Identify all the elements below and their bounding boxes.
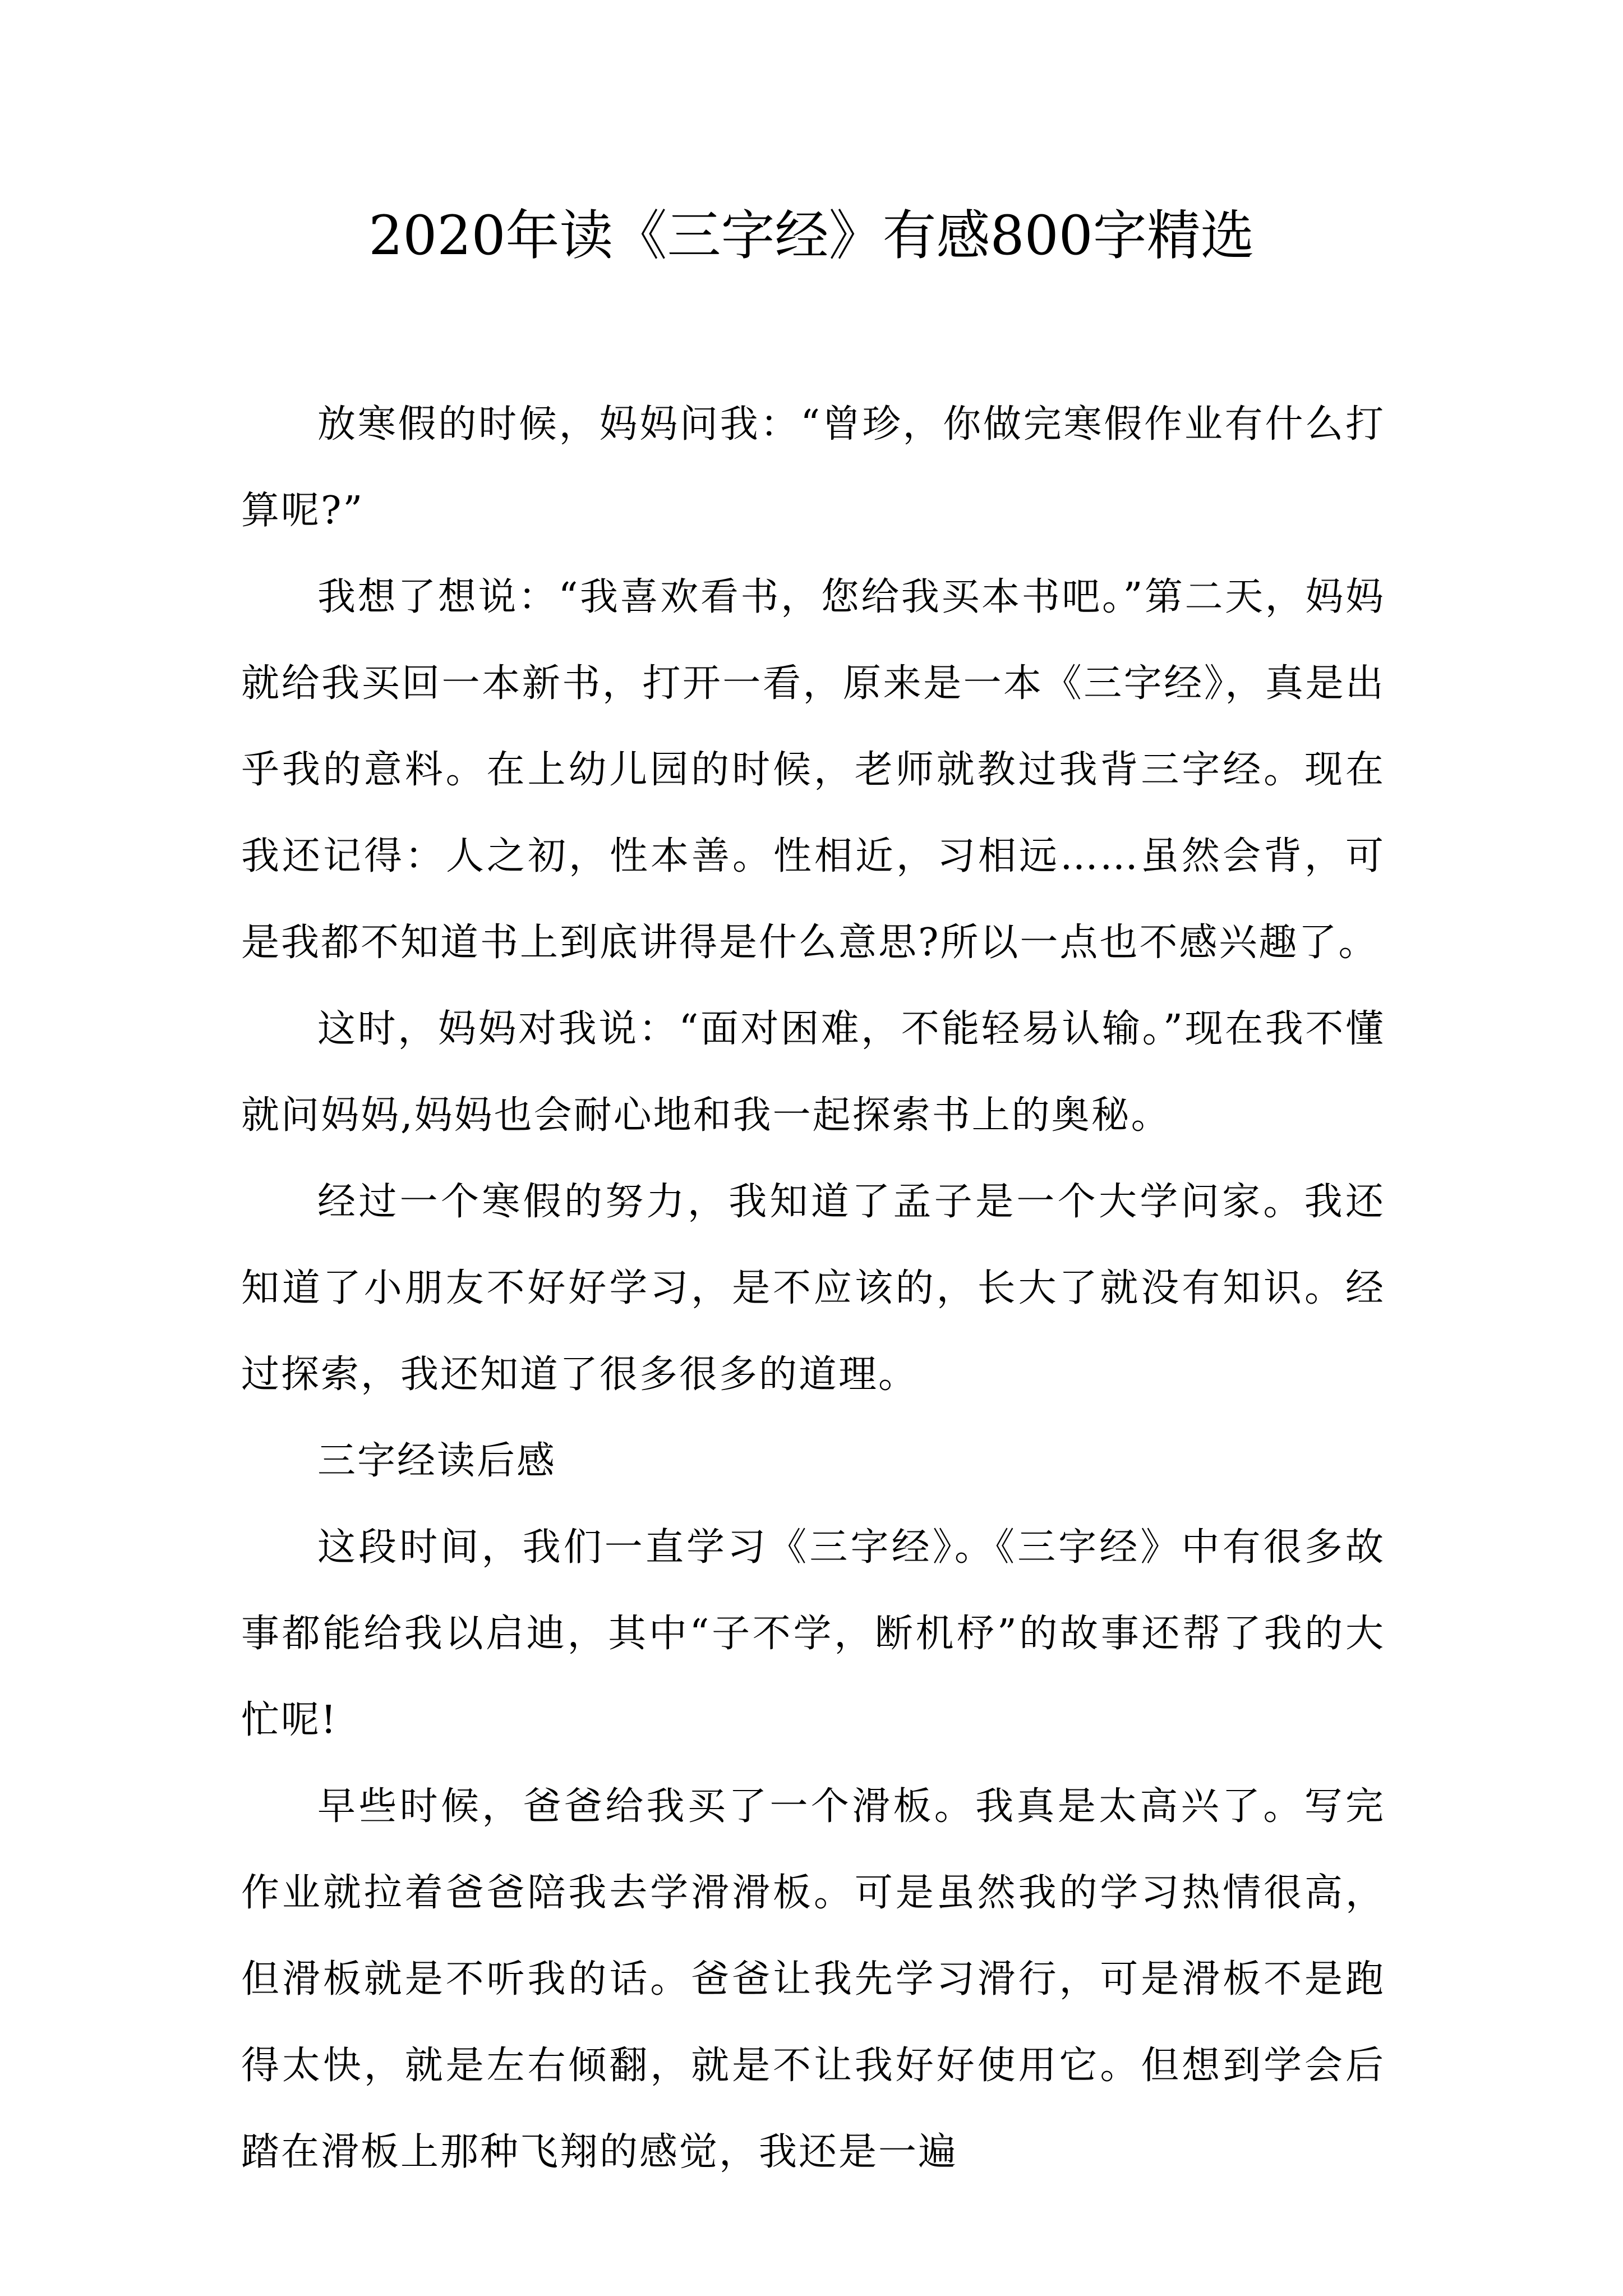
- paragraph: 这段时间，我们一直学习《三字经》。《三字经》中有很多故事都能给我以启迪，其中“子不学，断机杼”的故事还帮了我的大忙呢!: [241, 1525, 1385, 1742]
- paragraph: 早些时候，爸爸给我买了一个滑板。我真是太高兴了。写完作业就拉着爸爸陪我去学滑滑板。可是虽然我的学习热情很高，但滑板就是不听我的话。爸爸让我先学习滑行，可是滑板不是跑得太快，就是左右倾翻，就是不让我好好使用它。但想到学会后踏在滑板上那种飞翔的感觉，我还是一遍: [241, 1784, 1385, 2174]
- paragraph: 这时，妈妈对我说：“面对困难，不能轻易认输。”现在我不懂就问妈妈,妈妈也会耐心地和我一起探索书上的奥秘。: [241, 1007, 1385, 1138]
- document-title: 2020年读《三字经》有感800字精选: [368, 204, 1255, 267]
- section-heading: 三字经读后感: [317, 1439, 557, 1483]
- paragraph: 放寒假的时候，妈妈问我：“曾珍，你做完寒假作业有什么打算呢?”: [241, 402, 1385, 533]
- document-body: [241, 381, 1385, 2196]
- paragraph: 我想了想说：“我喜欢看书，您给我买本书吧。”第二天，妈妈就给我买回一本新书，打开一看，原来是一本《三字经》，真是出乎我的意料。在上幼儿园的时候，老师就教过我背三字经。现在我还记得：人之初，性本善。性相近，习相远……虽然会背，可是我都不知道书上到底讲得是什么意思?所以一点也不感兴趣了。: [241, 575, 1385, 965]
- paragraph: 经过一个寒假的努力，我知道了孟子是一个大学问家。我还知道了小朋友不好好学习，是不应该的，长大了就没有知识。经过探索，我还知道了很多很多的道理。: [241, 1180, 1385, 1397]
